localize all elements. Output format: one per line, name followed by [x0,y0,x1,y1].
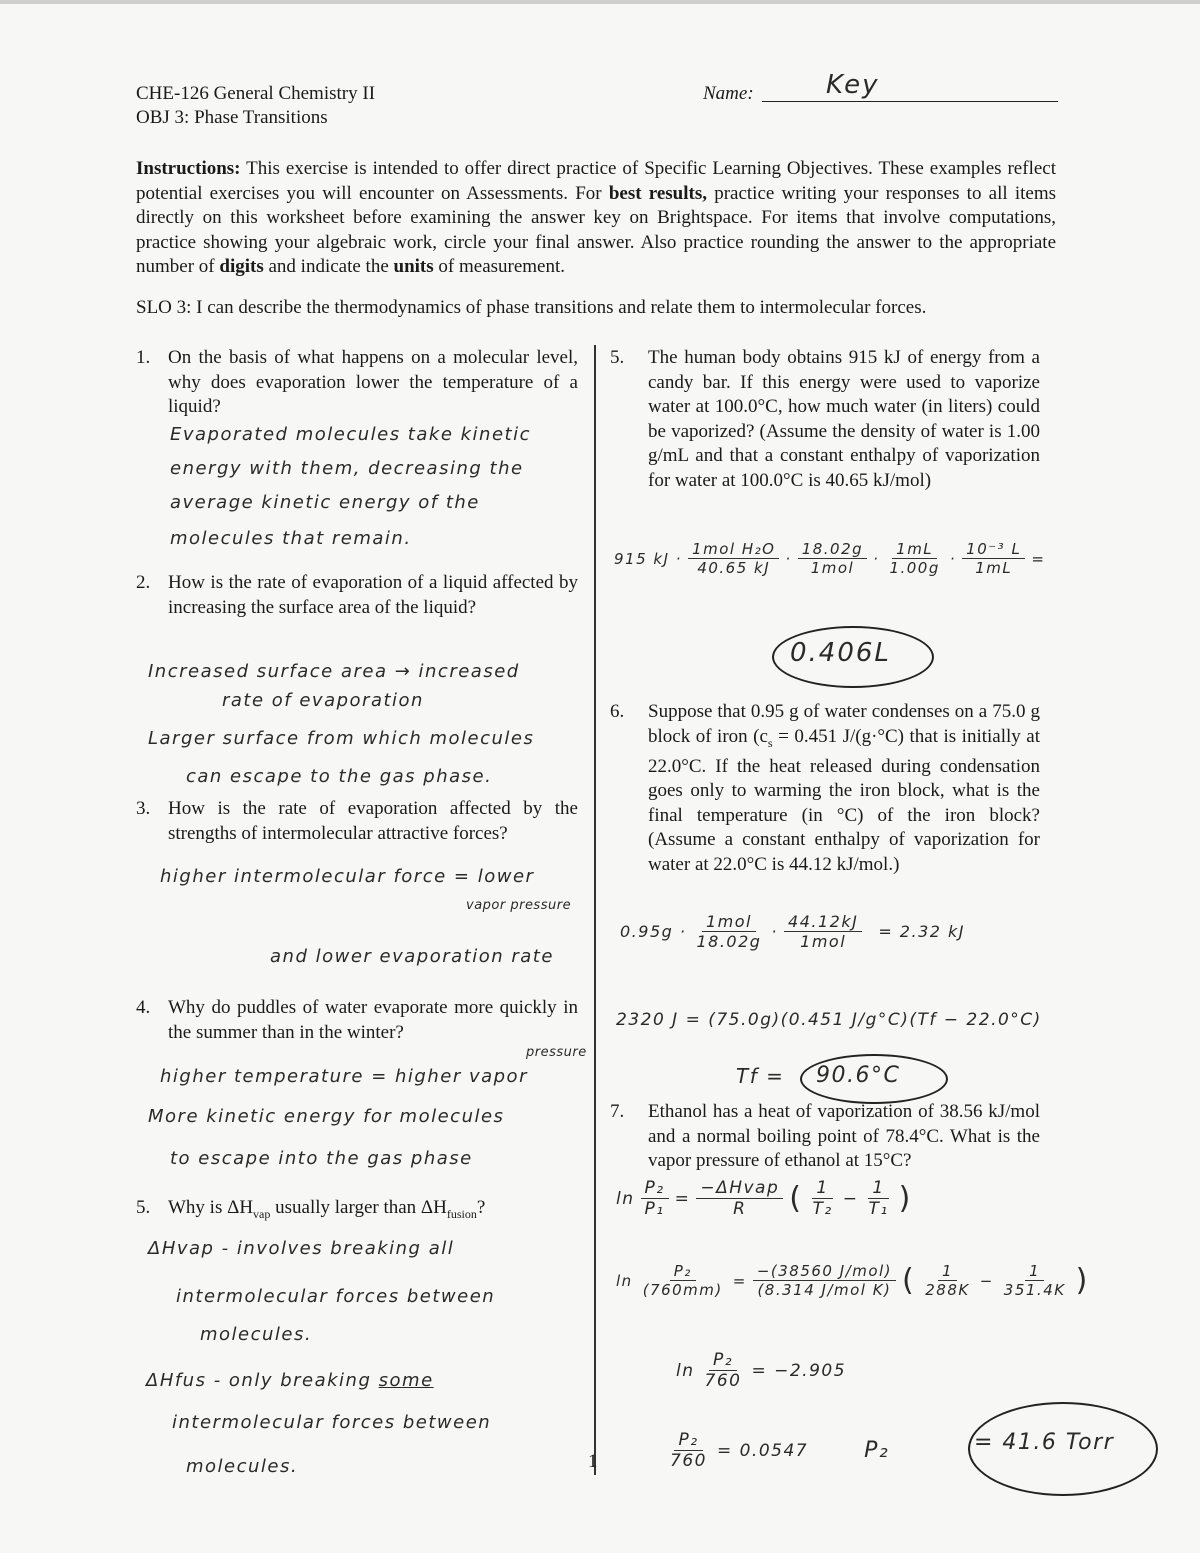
q6-work-1: 0.95g · $\frac{\text{1mol}}{18.02g}$ · $\frac{44.12kJ}{\text{1mol}}$ = 2.32 kJ [620,912,965,951]
q6-number: 6. [610,701,625,722]
q7-frac-num: −(38560 J/mol) [753,1262,896,1281]
q7-paren-close: ) [898,1181,912,1216]
q7-frac-num: 1 [812,1178,832,1199]
instructions [136,157,1056,280]
q7-ln: ln [616,1271,633,1290]
q5a-answer-line: molecules. [186,1456,299,1477]
q5a-text-mid: usually larger than ΔH [270,1197,447,1218]
q7-eq: = [674,1188,691,1209]
q7-paren-close: ) [1075,1263,1089,1298]
q7-frac-den: T₁ [868,1199,889,1219]
q5a-answer-line: intermolecular forces between [176,1286,496,1307]
q5b-fraction [885,540,943,577]
q7-paren-open: ( [789,1181,803,1216]
q5b-fraction [798,540,867,577]
q4-number: 4. [136,997,151,1018]
instructions-bold-2: digits [219,256,264,277]
q7-frac-num: −ΔHvap [696,1178,783,1199]
q2-answer-line: can escape to the gas phase. [186,766,493,787]
q7-frac-den: P₁ [644,1199,665,1219]
q4-text: Why do puddles of water evaporate more quickly in the summer than in the winter? [168,997,578,1043]
q5b-frac-den: 1mL [975,559,1013,577]
q7-frac-den: 351.4K [1003,1281,1066,1299]
q3-answer-line: and lower evaporation rate [270,946,554,967]
q2-number: 2. [136,572,151,593]
q4-answer-line: to escape into the gas phase [170,1148,473,1169]
q1-number: 1. [136,347,151,368]
q7-line-4 [660,1430,889,1471]
q6-frac-num: 1mol [702,912,756,932]
q5a-answer-part: ΔHfus - only breaking [146,1370,372,1391]
q4-answer-line: higher temperature = higher vapor [160,1066,528,1087]
q5a-text-post: ? [476,1197,486,1218]
q5a-answer-emphasis: some [378,1370,434,1391]
q7-frac-num: 1 [868,1178,888,1199]
q7-frac-num: P₂ [670,1262,696,1281]
name-underline [762,101,1058,102]
q5b-work-start: 915 kJ · [614,549,683,568]
q1-answer-line: energy with them, decreasing the [170,458,524,479]
q5b-text: The human body obtains 915 kJ of energy from a candy bar. If this energy were used to vaporize water at 100.0°C, how much water (in liters) could be vaporized? (Assume the density of water is 1.00 g/mL and that a constant enthalpy of vaporization for water at 100.0°C is 40.65 kJ/mol) [648,347,1040,491]
q7-frac-den: 288K [925,1281,970,1299]
q6-work-2: 2320 J = (75.0g)(0.451 J/g°C)(Tf − 22.0°C) [616,1010,1042,1030]
q7-fraction [701,1350,746,1391]
instructions-text-1: This exercise is intended to offer direct practice of Specific Learning Objectives. These examples reflect potential exercises you will encounter on Assessments. For [136,158,1056,204]
instructions-label: Instructions: [136,158,241,179]
q3-number: 3. [136,798,151,819]
q5b-fraction [688,540,779,577]
q5a-text-pre: Why is ΔH [168,1197,254,1218]
instructions-text-3: and indicate the [263,256,394,277]
q6-text-post: = 0.451 J/(g·°C) that is initially at 22.0°C. If the heat released during condensation goes only to warming the iron block, what is the final temperature (in °C) of the iron block? (Assume a constant enthalpy of vaporization for water at 22.0°C is 44.12 kJ/mol.) [648,725,1040,875]
column-divider [594,345,596,1475]
q6-frac-num: 44.12kJ [784,912,862,932]
q5b-frac-num: 18.02g [798,540,867,559]
q4-answer-line: More kinetic energy for molecules [148,1106,505,1127]
q5b-work-eq: = [1031,549,1046,568]
q6-frac-den: 1mol [800,932,847,951]
q5a-answer-line: intermolecular forces between [172,1412,492,1433]
q7-frac-den: (760mm) [642,1281,723,1299]
q7-frac-num: 1 [1025,1262,1044,1281]
q5b-frac-num: 10⁻³ L [962,540,1025,559]
q2-text: How is the rate of evaporation of a liquid affected by increasing the surface area of the liquid? [168,572,578,618]
q7-fraction [808,1178,836,1219]
q5b-work: 915 kJ · $\frac{\text{1mol H₂O}}{40.65 kJ}$ · $\frac{18.02g}{\text{1mol}}$ · $\frac{1mL}{1.00g}$ · $\frac{\text{10⁻³ L}}{1mL}$ = [614,540,1046,577]
q7-fraction [639,1262,727,1299]
objective-title: OBJ 3: Phase Transitions [136,107,328,128]
q7-eq: = [732,1271,747,1290]
q3-answer-line: higher intermolecular force = lower [160,866,535,887]
page-number: 1 [588,1451,598,1472]
q5a-answer-line [146,1370,434,1391]
q2-answer-line: Increased surface area → increased [148,661,520,682]
q6-work-start: 0.95g · [620,922,687,941]
name-label: Name: [703,83,754,104]
q5a-text [168,1196,578,1226]
q7-fraction [1000,1262,1070,1299]
q5b-fraction [962,540,1025,577]
q7-frac-num: P₂ [674,1430,702,1451]
q7-frac-num: P₂ [709,1350,737,1371]
q6-sub: s [767,735,773,750]
instructions-bold-1: best results, [608,182,707,204]
q7-text: Ethanol has a heat of vaporization of 38.56 kJ/mol and a normal boiling point of 78.4°C. What is the vapor pressure of ethanol at 15°C? [648,1101,1040,1171]
q5b-frac-den: 1.00g [889,559,940,577]
q5b-frac-den: 40.65 kJ [697,559,771,577]
instructions-text-4: of measurement. [433,256,566,277]
q6-text-pre: Suppose that 0.95 g of water condenses on a 75.0 g block of iron (c [648,701,1040,747]
q7-p2-label: P₂ [864,1438,890,1463]
q7-frac-den: 760 [670,1451,707,1471]
q2-answer-line: Larger surface from which molecules [148,728,535,749]
q3-text: How is the rate of evaporation affected by the strengths of intermolecular attractive forces? [168,798,578,844]
q5b-final-answer: 0.406L [790,638,891,668]
q2-answer-line: rate of evaporation [222,690,424,711]
q7-fraction [696,1178,783,1219]
instructions-bold-3: units [393,256,434,277]
q7-fraction [641,1178,669,1219]
q3-answer-line: vapor pressure [466,898,572,913]
q7-result: = 0.0547 [716,1440,809,1461]
q5a-answer-line: ΔHvap - involves breaking all [148,1238,455,1259]
q7-frac-den: R [733,1199,747,1219]
q5b-frac-num: 1mol H₂O [688,540,779,559]
q5a-sub-fusion: fusion [446,1206,477,1221]
q1-text: On the basis of what happens on a molecular level, why does evaporation lower the temperature of a liquid? [168,347,578,417]
q7-fraction [921,1262,973,1299]
q7-final-answer: = 41.6 Torr [974,1430,1115,1455]
q7-line-3 [676,1350,846,1391]
q5b-frac-num: 1mL [892,540,937,559]
q7-frac-num: P₂ [641,1178,669,1199]
q7-frac-num: 1 [938,1262,957,1281]
q4-answer-line: pressure [526,1045,587,1060]
q1-answer-line: molecules that remain. [170,528,412,549]
slo-statement: SLO 3: I can describe the thermodynamics of phase transitions and relate them to intermolecular forces. [136,297,927,318]
q7-fraction [753,1262,896,1299]
q7-fraction [666,1430,711,1471]
q7-result: = −2.905 [751,1360,847,1381]
q5a-answer-line: molecules. [200,1324,313,1345]
q7-number: 7. [610,1101,625,1122]
name-value: Key [826,70,880,100]
q7-ln: ln [676,1360,695,1381]
q6-fraction [784,912,862,951]
q7-paren-open: ( [902,1263,916,1298]
q5a-number: 5. [136,1197,151,1218]
q5a-sub-vap: vap [253,1206,271,1221]
instructions-text-2: practice writing your responses to all items directly on this worksheet before examining the answer key on Brightspace. For items that involve computations, practice showing your algebraic work, circle your final answer. Also practice rounding the answer to the appropriate number of [136,182,1056,277]
q7-fraction [864,1178,892,1219]
q7-frac-den: T₂ [812,1199,833,1219]
course-title: CHE-126 General Chemistry II [136,83,376,104]
q5b-number: 5. [610,347,625,368]
q6-final-answer: 90.6°C [816,1063,901,1088]
q5b-frac-den: 1mol [810,559,855,577]
q7-line-1: ln $\frac{\text{P₂}}{\text{P₁}}$ = $\frac{\text{−ΔHvap}}{R}$ ( $\frac{1}{\text{T₂}}$ − $\frac{1}{\text{T₁}}$ ) [616,1178,912,1219]
q7-frac-den: 760 [704,1371,742,1391]
q7-ln: ln [616,1188,635,1209]
q7-frac-den: (8.314 J/mol K) [757,1281,892,1299]
q7-line-2: ln $\frac{\text{P₂}}{(760mm)}$ = $\frac{\text{−(38560 J/mol)}}{\text{(8.314 J/mol K)}}$ ( $\frac{1}{288K}$ − $\frac{1}{351.4K}$ ) [616,1262,1089,1299]
q6-fraction [692,912,765,951]
scan-edge [0,0,1200,4]
q6-work-result: = 2.32 kJ [878,922,965,941]
q6-tf-label: Tf = [736,1064,785,1088]
q1-answer-line: Evaporated molecules take kinetic [170,424,531,445]
q6-frac-den: 18.02g [696,932,762,951]
q1-answer-line: average kinetic energy of the [170,492,480,513]
q6-text [648,700,1040,877]
